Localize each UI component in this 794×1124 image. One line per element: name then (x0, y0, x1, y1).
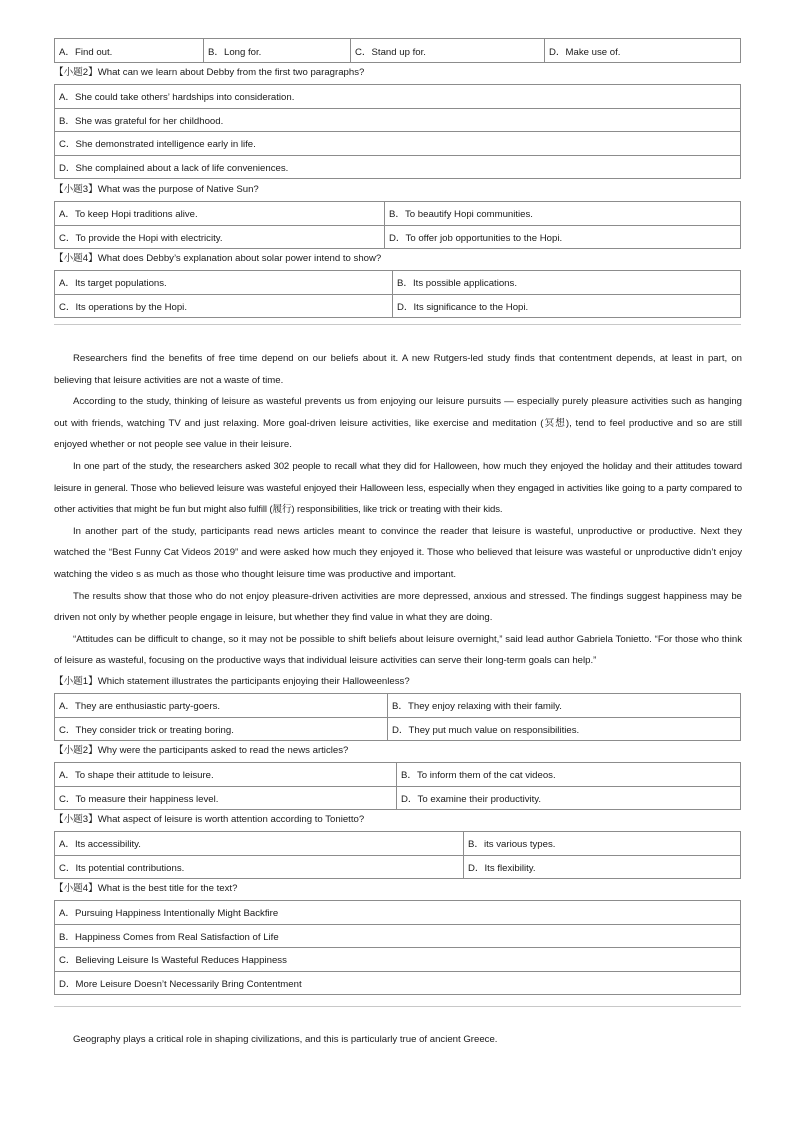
passage-paragraph: “Attitudes can be difficult to change, so it may not be possible to shift beliefs about leisure overnight,” said lead author Gabriela Tonietto. “For those who think of leisure as wasteful, focusing on the productive ways that individual leisure activities can serve their long-term goals can help.” (54, 633, 742, 667)
question-text: 【小题1】Which statement illustrates the participants enjoying their Halloweenless? (54, 676, 410, 687)
option-a: A．To shape their attitude to leisure. (55, 763, 397, 787)
option-c: C．Its potential contributions. (55, 855, 464, 879)
option-a: A．She could take others’ hardships into consideration. (55, 85, 741, 109)
option-a: A．Its target populations. (55, 271, 393, 295)
question-text: 【小题3】What aspect of leisure is worth attention according to Tonietto? (54, 814, 365, 825)
option-a: A．To keep Hopi traditions alive. (55, 202, 385, 226)
option-b: B．They enjoy relaxing with their family. (388, 694, 741, 718)
option-b: B．Long for. (204, 39, 351, 63)
option-c: C．Its operations by the Hopi. (55, 294, 393, 318)
options-table (54, 201, 741, 249)
question-text: 【小题2】Why were the participants asked to read the news articles? (54, 745, 349, 756)
options-table (54, 84, 741, 179)
options-table (54, 831, 741, 879)
reading-passage (54, 348, 742, 672)
options-table (54, 693, 741, 741)
question-text: 【小题2】What can we learn about Debby from the first two paragraphs? (54, 67, 365, 78)
passage-paragraph: In another part of the study, participants read news articles meant to convince the reader that leisure is wasteful, unproductive or productive. Next they watched the “Best Funny Cat Videos 2019” and were asked how much they enjoyed it. Those who believed that leisure was wasteful or unproductive didn’t enjoy watching the video s as much as those who thought leisure time was productive and important. (54, 525, 742, 580)
option-a: A．Pursuing Happiness Intentionally Might Backfire (55, 901, 741, 925)
passage-paragraph: In one part of the study, the researchers asked 302 people to recall what they did for Halloween, how much they enjoyed the holiday and their attitudes toward leisure in general. Those who believed leisure was wasteful enjoyed their Halloween less, especially when they engaged in activities like going to a party compared to other activities that might be fun but might also fulfill (履行) responsibilities, like trick or treating with their kids. (54, 460, 742, 516)
option-b: B．To inform them of the cat videos. (397, 763, 741, 787)
option-d: D．She complained about a lack of life conveniences. (55, 155, 741, 179)
section-divider (54, 1006, 741, 1007)
passage-paragraph: Researchers find the benefits of free time depend on our beliefs about it. A new Rutgers-led study finds that contentment depends, at least in part, on believing that leisure activities are not a waste of time. (54, 353, 742, 386)
option-c: C．Believing Leisure Is Wasteful Reduces Happiness (55, 948, 741, 972)
option-a: A．Find out. (55, 39, 204, 63)
passage-paragraph: According to the study, thinking of leisure as wasteful prevents us from enjoying our leisure pursuits — especially purely pleasure activities such as hanging out with friends, watching TV and just relaxing. More goal-driven leisure activities, like exercise and meditation (冥想), tend to feel productive and so are still enjoyed whether or not people see value in their leisure. (54, 396, 742, 451)
option-a: A．Its accessibility. (55, 832, 464, 856)
options-table (54, 900, 741, 995)
option-b: B．She was grateful for her childhood. (55, 108, 741, 132)
option-c: C．To measure their happiness level. (55, 786, 397, 810)
option-c: C．They consider trick or treating boring. (55, 717, 388, 741)
option-b: B．its various types. (464, 832, 741, 856)
option-d: D．They put much value on responsibilities. (388, 717, 741, 741)
option-d: D．Its significance to the Hopi. (393, 294, 741, 318)
option-d: D．To examine their productivity. (397, 786, 741, 810)
question-text: 【小题4】What is the best title for the text? (54, 883, 238, 894)
option-b: B．To beautify Hopi communities. (385, 202, 741, 226)
section-divider (54, 324, 741, 325)
next-passage-start: Geography plays a critical role in shaping civilizations, and this is particularly true of ancient Greece. (73, 1034, 498, 1045)
option-d: D．Its flexibility. (464, 855, 741, 879)
option-d: D．To offer job opportunities to the Hopi. (385, 225, 741, 249)
option-c: C．She demonstrated intelligence early in life. (55, 132, 741, 156)
option-d: D．More Leisure Doesn’t Necessarily Bring Contentment (55, 971, 741, 995)
option-b: B．Its possible applications. (393, 271, 741, 295)
options-table-top (54, 38, 741, 63)
question-text: 【小题3】What was the purpose of Native Sun? (54, 184, 259, 195)
passage-paragraph: The results show that those who do not enjoy pleasure-driven activities are more depressed, anxious and stressed. The findings suggest happiness may be driven not only by whether people engage in leisure, but whether they find value in what they are doing. (54, 590, 742, 624)
option-b: B．Happiness Comes from Real Satisfaction of Life (55, 924, 741, 948)
option-c: C．Stand up for. (351, 39, 545, 63)
options-table (54, 762, 741, 810)
question-text: 【小题4】What does Debby’s explanation about solar power intend to show? (54, 253, 382, 264)
option-c: C．To provide the Hopi with electricity. (55, 225, 385, 249)
option-a: A．They are enthusiastic party-goers. (55, 694, 388, 718)
option-d: D．Make use of. (545, 39, 741, 63)
options-table (54, 270, 741, 318)
